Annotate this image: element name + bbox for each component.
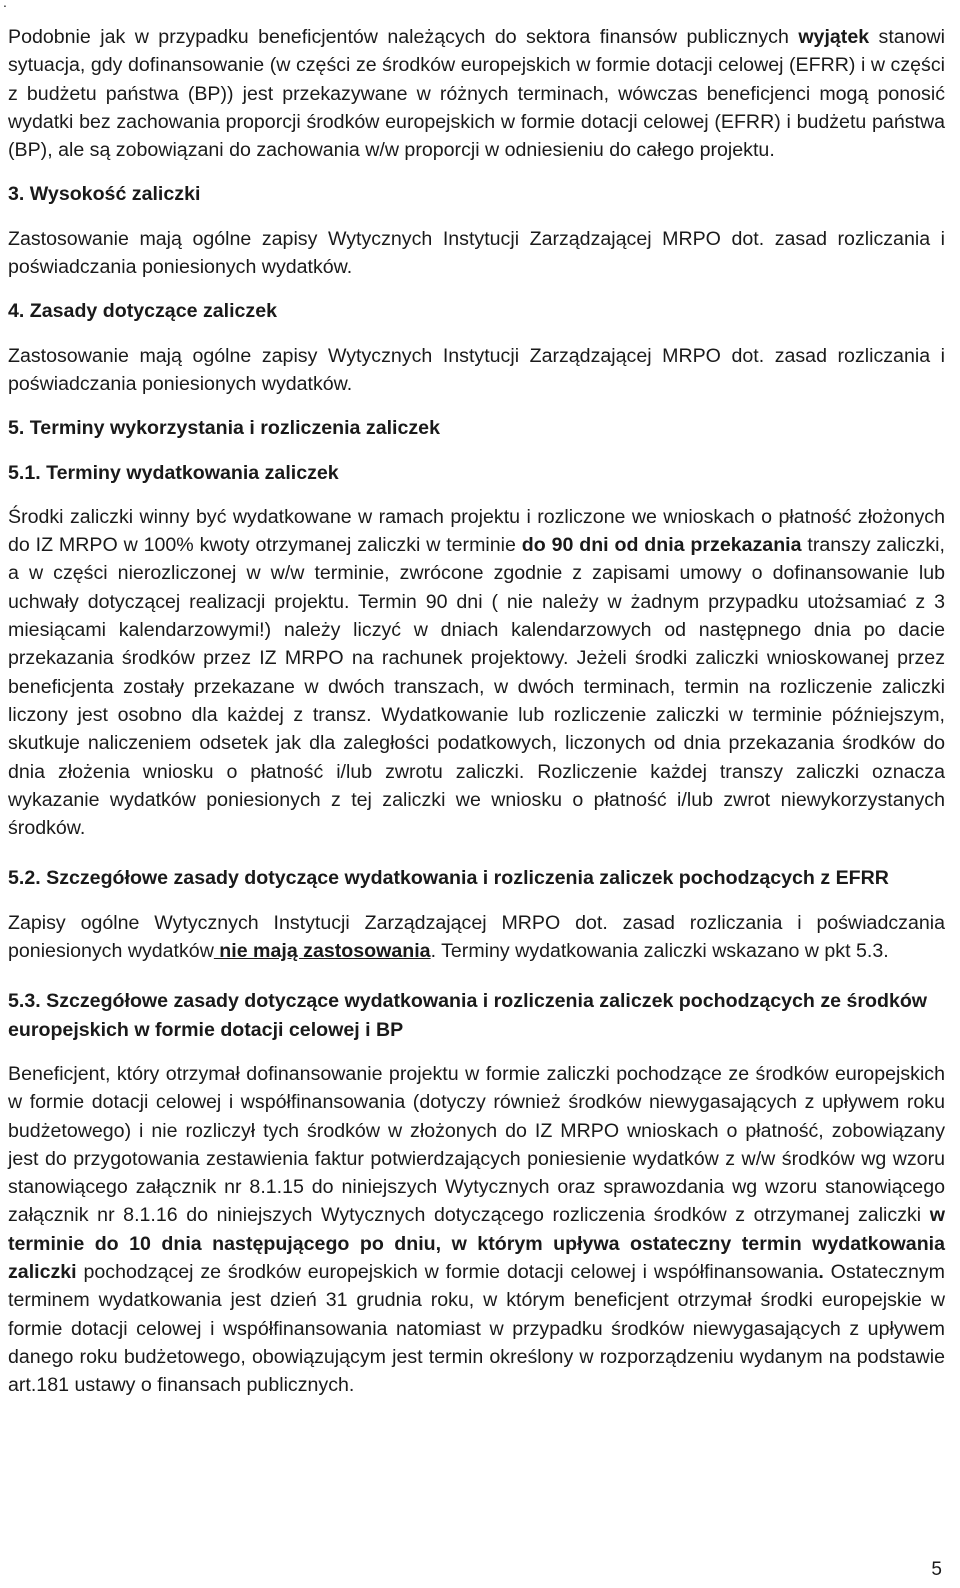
- section-5-2-text: [8, 909, 945, 966]
- intro-text-c: stanowi sytuacja, gdy dofinansowanie (w części ze środków europejskich w formie dotacji celowej (EFRR) i w części z budżetu państwa (BP)) jest przekazywane w różnych terminach, wówczas beneficjenci mogą ponosić wydatki bez zachowania proporcji środków europejskich w formie dotacji celowej (EFRR) i budżetu państwa (BP), ale są zobowiązani do zachowania w/w proporcji w odniesieniu do całego projektu.: [8, 26, 945, 162]
- section-5-3-text-bold-dot: .: [818, 1260, 824, 1283]
- section-5-2-text-underlined: nie mają zastosowania: [213, 940, 431, 963]
- page-number: 5: [931, 1559, 942, 1580]
- section-5-3-heading: 5.3. Szczegółowe zasady dotyczące wydatkowania i rozliczenia zaliczek pochodzących ze środków europejskich w formie dotacji celowej i BP: [8, 990, 928, 1041]
- section-5-2-text-c: . Terminy wydatkowania zaliczki wskazano w pkt 5.3.: [430, 940, 889, 963]
- section-5-1-text-bold: do 90 dni od dnia przekazania: [521, 534, 802, 557]
- top-mark: .: [3, 0, 7, 10]
- section-5-3-text: [8, 1060, 945, 1400]
- section-5-1-text: [8, 503, 945, 843]
- section-3-heading: 3. Wysokość zaliczki: [8, 183, 201, 206]
- section-5-3-text-a: Beneficjent, który otrzymał dofinansowanie projektu w formie zaliczki pochodzące ze środków europejskich w formie dotacji celowej i współfinansowania (dotyczy również środków niewygasających z upływem roku budżetowego) i nie rozliczył tych środków w złożonych do IZ MRPO wnioskach o płatność, zobowiązany jest do przygotowania zestawienia faktur potwierdzających poniesienie wydatków z w/w środków wg wzoru stanowiącego załącznik nr 8.1.15 do niniejszych Wytycznych oraz sprawozdania wg wzoru stanowiącego załącznik nr 8.1.16 do niniejszych Wytycznych dotyczącego rozliczenia środków z otrzymanej zaliczki: [8, 1062, 945, 1227]
- section-5-1-heading: 5.1. Terminy wydatkowania zaliczek: [8, 461, 339, 484]
- section-5-3-text-c: pochodzącej ze środków europejskich w formie dotacji celowej i współfinansowania: [76, 1260, 819, 1283]
- intro-text-bold: wyjątek: [798, 26, 870, 48]
- intro-text-a: Podobnie jak w przypadku beneficjentów należących do sektora finansów publicznych: [8, 26, 799, 48]
- section-5-heading: 5. Terminy wykorzystania i rozliczenia zaliczek: [8, 417, 440, 440]
- section-5-3-text-bold: w terminie do 10 dnia następującego po dniu, w którym upływa ostateczny termin wydatkowania zaliczki: [8, 1204, 945, 1283]
- section-5-1-text-c: transzy zaliczki, a w części nierozliczonej w w/w terminie, zwrócone zgodnie z zapisami umowy o dofinansowanie lub uchwały dotyczącej realizacji projektu. Termin 90 dni ( nie należy w żadnym przypadku utożsamiać z 3 miesiącami kalendarzowymi!) należy liczyć w dniach kalendarzowych od następnego dnia po dacie przekazania środków przez IZ MRPO na rachunek projektowy. Jeżeli środki zaliczki wnioskowanej przez beneficjenta zostały przekazane w dwóch transzach, w dwóch terminach, termin na rozliczenie zaliczki liczony jest osobno dla każdej z transz. Wydatkowanie lub rozliczenie zaliczki w terminie późniejszym, skutkuje naliczeniem odsetek jak dla zaległości podatkowych, liczonych od dnia przekazania środków do dnia złożenia wniosku o płatność i/lub zwrotu zaliczki. Rozliczenie każdej transzy zaliczki oznacza wykazanie wydatków poniesionych z tej zaliczki we wniosku o płatność i/lub zwrot niewykorzystanych środków.: [8, 534, 945, 840]
- document-body: [8, 23, 945, 1399]
- section-4-heading: 4. Zasady dotyczące zaliczek: [8, 300, 278, 323]
- section-3-text: Zastosowanie mają ogólne zapisy Wytycznych Instytucji Zarządzającej MRPO dot. zasad rozliczania i poświadczania poniesionych wydatków.: [8, 227, 945, 279]
- intro-paragraph: [8, 23, 945, 164]
- section-5-3-text-e: Ostatecznym terminem wydatkowania jest dzień 31 grudnia roku, w którym beneficjent otrzymał środki europejskie w formie dotacji celowej i współfinansowania natomiast w przypadku środków niewygasających z upływem danego roku budżetowego, obowiązującym jest termin określony w rozporządzeniu wydanym na podstawie art.181 ustawy o finansach publicznych.: [8, 1260, 945, 1397]
- section-5-1-text-a: Środki zaliczki winny być wydatkowane w ramach projektu i rozliczone we wnioskach o płatność złożonych do IZ MRPO w 100% kwoty otrzymanej zaliczki w terminie: [8, 505, 945, 557]
- section-5-2-text-a: Zapisy ogólne Wytycznych Instytucji Zarządzającej MRPO dot. zasad rozliczania i poświadczania poniesionych wydatków: [8, 911, 945, 963]
- section-5-2-heading: 5.2. Szczegółowe zasady dotyczące wydatkowania i rozliczenia zaliczek pochodzących z EFRR: [8, 867, 889, 890]
- section-4-text: Zastosowanie mają ogólne zapisy Wytycznych Instytucji Zarządzającej MRPO dot. zasad rozliczania i poświadczania poniesionych wydatków.: [8, 344, 945, 395]
